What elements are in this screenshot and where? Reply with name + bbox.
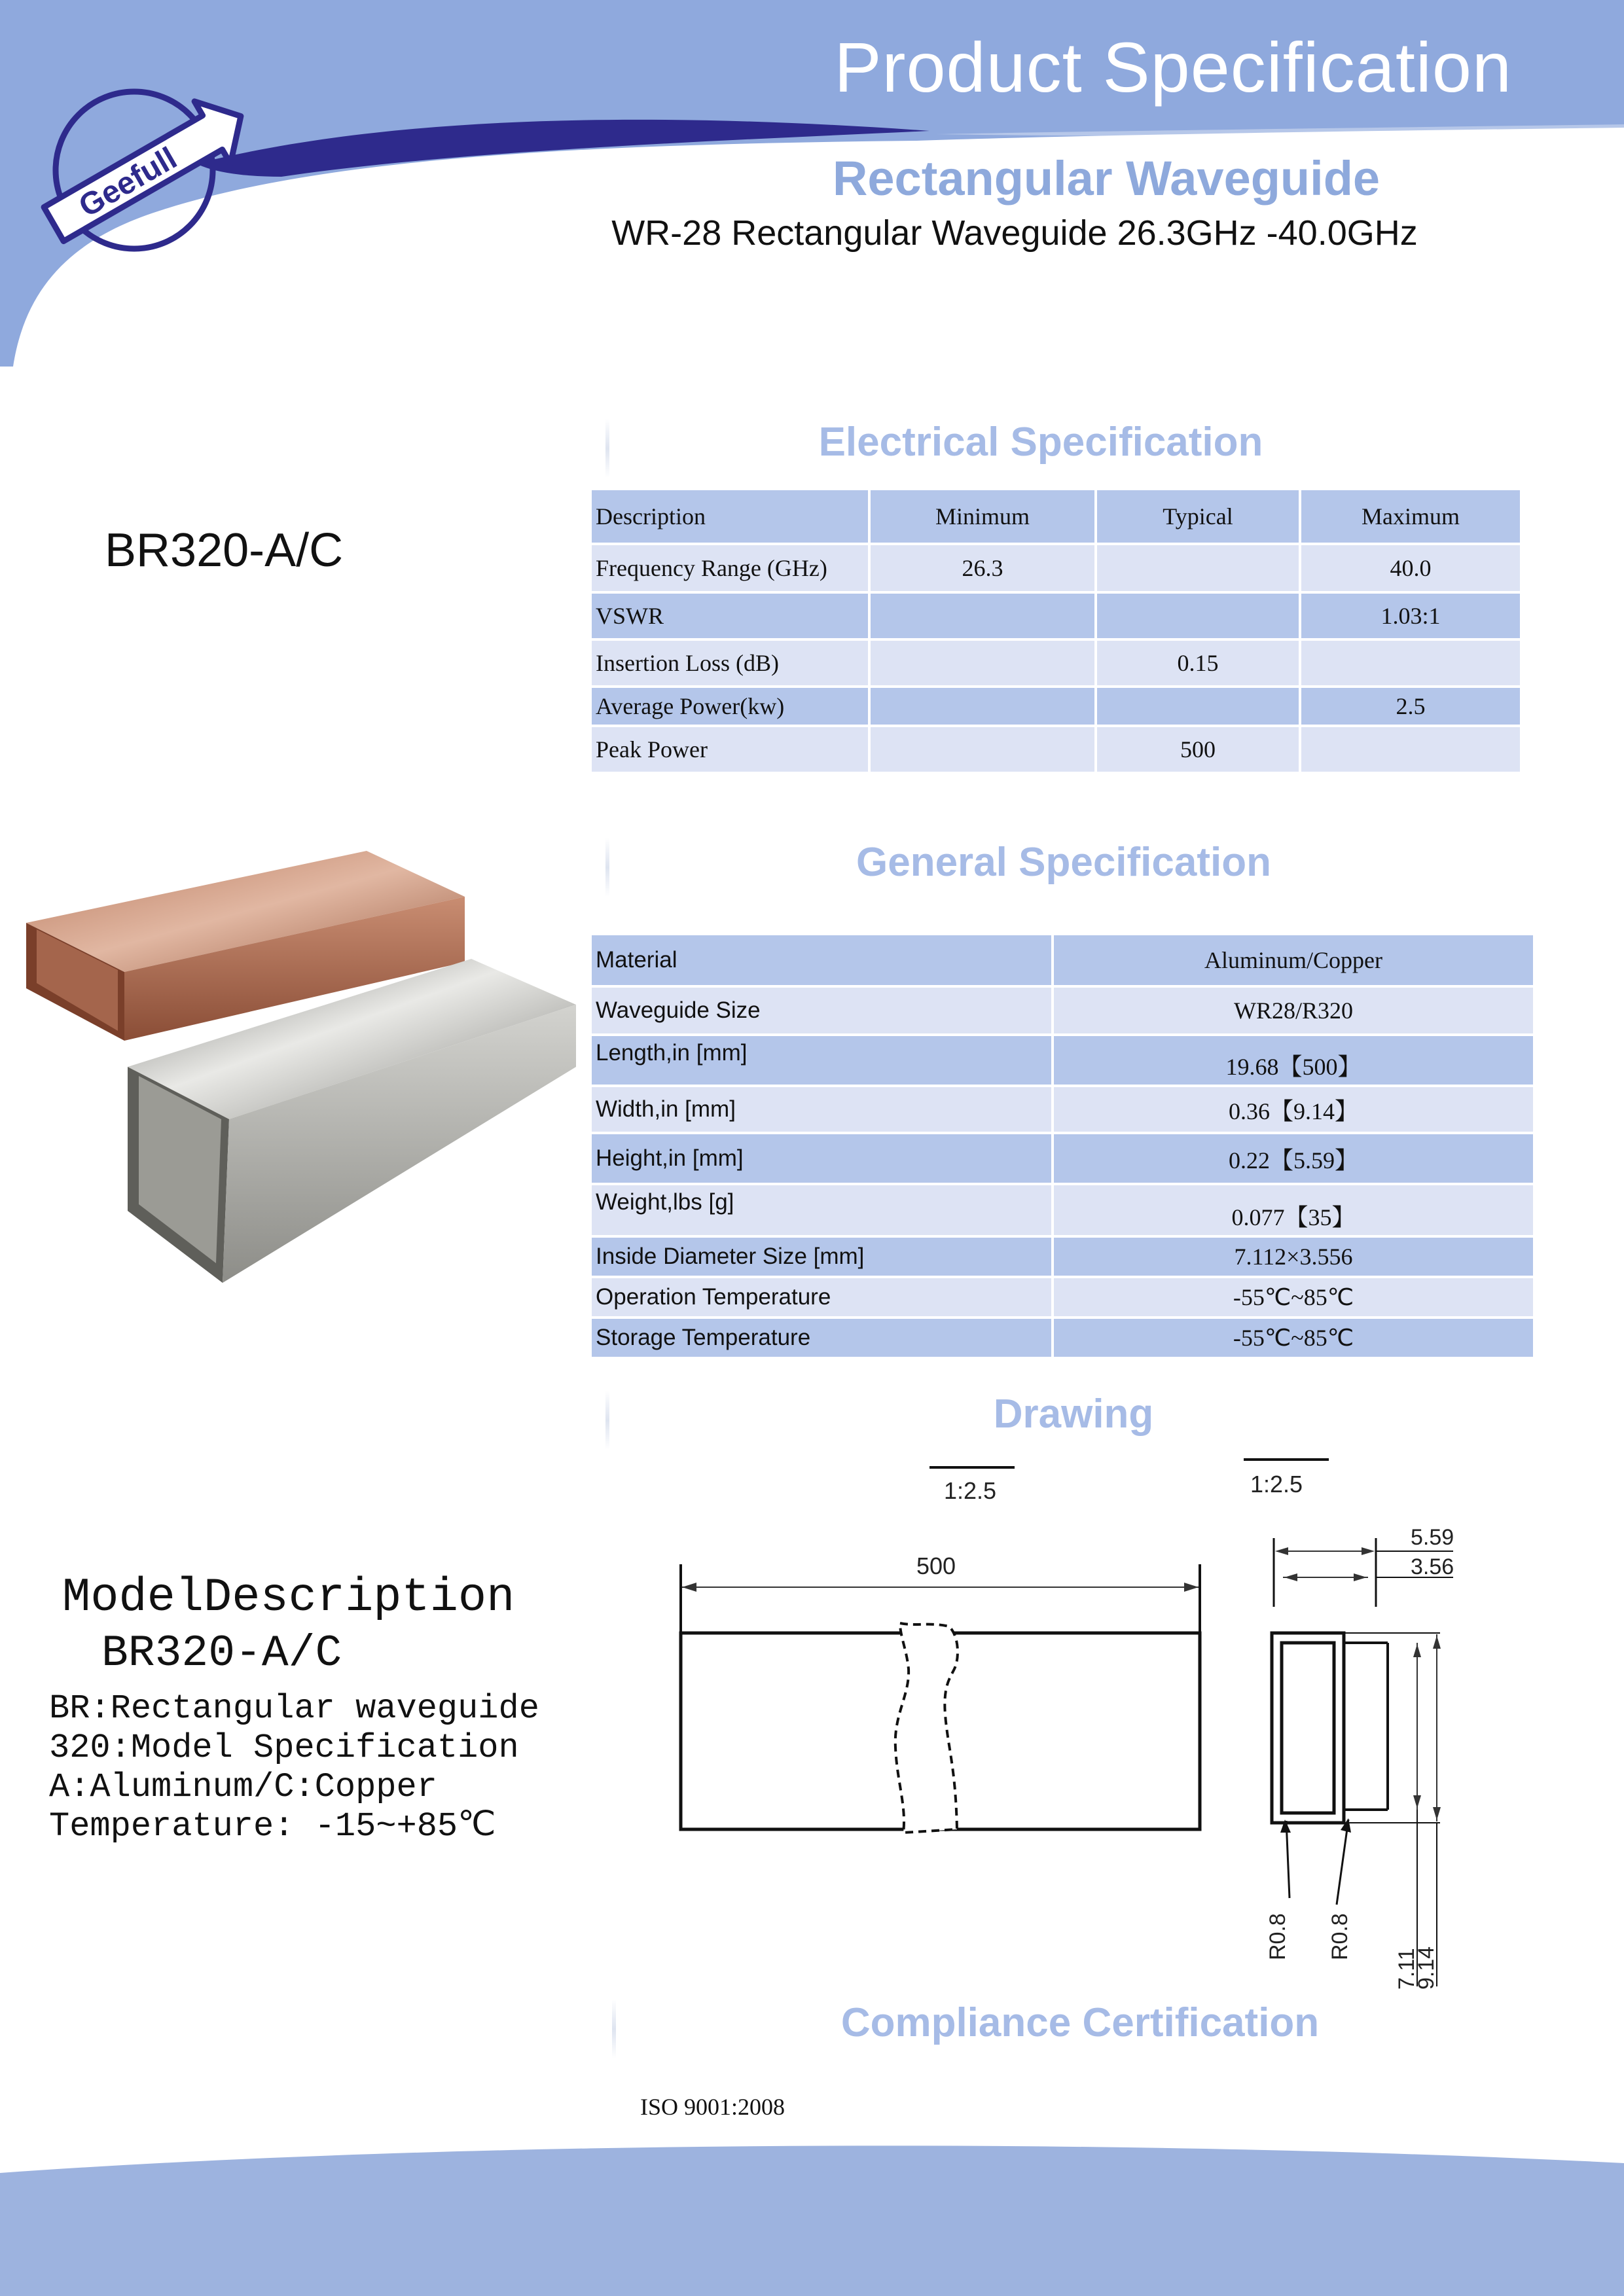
model-description xyxy=(49,1571,539,1846)
radius-label-right: R0.8 xyxy=(1327,1913,1352,1960)
table-cell: Aluminum/Copper xyxy=(1053,934,1534,986)
table-cell: Insertion Loss (dB) xyxy=(590,639,869,687)
table-row xyxy=(590,687,1521,726)
section-divider xyxy=(605,838,609,897)
certification-standard: ISO 9001:2008 xyxy=(640,2094,785,2120)
general-spec-table xyxy=(589,933,1536,1359)
table-cell: Operation Temperature xyxy=(590,1277,1053,1318)
technical-drawing xyxy=(628,1440,1492,2016)
table-cell: Material xyxy=(590,934,1053,986)
table-row xyxy=(590,934,1534,986)
table-cell: 500 xyxy=(1096,726,1300,773)
table-cell: VSWR xyxy=(590,592,869,639)
outer-width-dimension: 5.59 xyxy=(1411,1525,1454,1550)
electrical-spec-title: Electrical Specification xyxy=(818,420,1263,465)
drawing-title: Drawing xyxy=(993,1391,1154,1437)
table-row xyxy=(590,639,1521,687)
table-cell xyxy=(869,687,1096,726)
table-cell: Length,in [mm] xyxy=(590,1035,1053,1086)
table-cell: Width,in [mm] xyxy=(590,1086,1053,1133)
table-cell: Peak Power xyxy=(590,726,869,773)
model-description-heading: ModelDescription xyxy=(62,1571,515,1624)
table-cell: -55℃~85℃ xyxy=(1053,1277,1534,1318)
table-cell: 0.077【35】 xyxy=(1053,1184,1534,1236)
column-header: Minimum xyxy=(869,489,1096,544)
table-cell: Waveguide Size xyxy=(590,986,1053,1035)
logo-text: Geefull xyxy=(73,141,183,224)
model-code: BR320-A/C xyxy=(105,524,344,577)
table-cell xyxy=(1096,687,1300,726)
table-cell: 2.5 xyxy=(1300,687,1521,726)
table-cell: Storage Temperature xyxy=(590,1318,1053,1358)
page-title: Product Specification xyxy=(834,27,1512,107)
table-cell xyxy=(1300,726,1521,773)
compliance-title: Compliance Certification xyxy=(840,2000,1320,2045)
table-header-row xyxy=(590,489,1521,544)
table-cell xyxy=(869,592,1096,639)
table-row xyxy=(590,1086,1534,1133)
table-cell: 7.112×3.556 xyxy=(1053,1236,1534,1277)
scale-label-right: 1:2.5 xyxy=(1250,1471,1303,1498)
table-cell: 0.22【5.59】 xyxy=(1053,1133,1534,1184)
radius-label-left: R0.8 xyxy=(1265,1913,1290,1960)
table-row xyxy=(590,592,1521,639)
model-description-line: A:Aluminum/C:Copper xyxy=(49,1768,437,1806)
table-cell: Frequency Range (GHz) xyxy=(590,544,869,592)
table-cell: Weight,lbs [g] xyxy=(590,1184,1053,1236)
section-divider xyxy=(605,419,609,478)
table-cell xyxy=(1096,544,1300,592)
table-cell xyxy=(869,726,1096,773)
model-description-line: Temperature: -15~+85℃ xyxy=(49,1807,496,1846)
table-row xyxy=(590,1133,1534,1184)
footer-banner xyxy=(0,2134,1624,2296)
inner-height-dimension: 7.11 xyxy=(1394,1948,1419,1990)
product-photo xyxy=(13,831,589,1302)
table-row xyxy=(590,726,1521,773)
model-description-line: 320:Model Specification xyxy=(49,1729,519,1767)
model-description-line: BR:Rectangular waveguide xyxy=(49,1689,539,1728)
table-row xyxy=(590,544,1521,592)
model-description-model: BR320-A/C xyxy=(101,1628,342,1679)
section-divider xyxy=(605,1391,609,1450)
length-dimension: 500 xyxy=(916,1552,956,1579)
table-cell: Height,in [mm] xyxy=(590,1133,1053,1184)
outer-height-dimension: 9.14 xyxy=(1414,1946,1439,1990)
table-cell: -55℃~85℃ xyxy=(1053,1318,1534,1358)
table-row xyxy=(590,1184,1534,1236)
table-cell: Inside Diameter Size [mm] xyxy=(590,1236,1053,1277)
product-subtitle: WR-28 Rectangular Waveguide 26.3GHz -40.0GHz xyxy=(611,213,1418,253)
inner-width-dimension: 3.56 xyxy=(1411,1554,1454,1579)
table-cell: WR28/R320 xyxy=(1053,986,1534,1035)
table-row xyxy=(590,1318,1534,1358)
table-cell: 0.36【9.14】 xyxy=(1053,1086,1534,1133)
table-row xyxy=(590,1035,1534,1086)
table-cell xyxy=(869,639,1096,687)
product-category: Rectangular Waveguide xyxy=(832,151,1380,206)
section-divider xyxy=(612,2000,616,2058)
table-row xyxy=(590,1277,1534,1318)
table-cell xyxy=(1300,639,1521,687)
table-cell xyxy=(1096,592,1300,639)
table-cell: 26.3 xyxy=(869,544,1096,592)
general-spec-title: General Specification xyxy=(856,840,1271,885)
table-row xyxy=(590,986,1534,1035)
table-cell: 1.03:1 xyxy=(1300,592,1521,639)
scale-label-left: 1:2.5 xyxy=(944,1477,997,1504)
column-header: Typical xyxy=(1096,489,1300,544)
table-cell: 19.68【500】 xyxy=(1053,1035,1534,1086)
table-row xyxy=(590,1236,1534,1277)
electrical-spec-table xyxy=(589,488,1523,774)
geefull-logo xyxy=(26,62,268,278)
table-cell: Average Power(kw) xyxy=(590,687,869,726)
column-header: Maximum xyxy=(1300,489,1521,544)
table-cell: 0.15 xyxy=(1096,639,1300,687)
column-header: Description xyxy=(590,489,869,544)
table-cell: 40.0 xyxy=(1300,544,1521,592)
